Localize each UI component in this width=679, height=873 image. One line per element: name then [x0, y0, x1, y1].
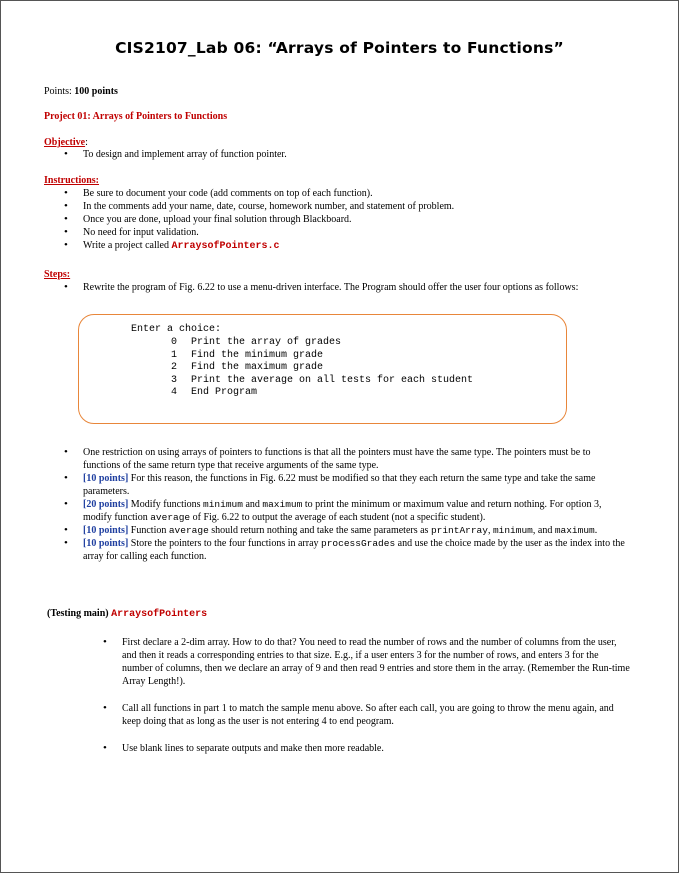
steps-list [64, 446, 626, 563]
step-item-3 [64, 524, 626, 537]
points-tag: [20 points] [83, 499, 129, 510]
project-heading: Project 01: Arrays of Pointers to Functions [44, 111, 228, 122]
testing-item: • Use blank lines to separate outputs and make then more readable. [103, 742, 631, 755]
code-minimum: minimum [203, 499, 243, 510]
restriction-item: • One restriction on using arrays of pointers to functions is that all the pointers must have the same type. The pointers must be to functions of the same return type that receive arguments of the same type. [64, 446, 626, 472]
menu-option-text: Find the maximum grade [191, 362, 324, 373]
code-maximum: maximum [554, 525, 595, 536]
step-text: . [594, 525, 598, 536]
menu-option-num: 4 [171, 387, 178, 398]
menu-option-text: End Program [191, 387, 258, 398]
instruction-item: • Once you are done, upload your final solution through Blackboard. [64, 213, 624, 226]
menu-option-text: Find the minimum grade [191, 350, 324, 361]
objective-item: • To design and implement array of function pointer. [64, 148, 624, 161]
testing-list [103, 636, 631, 755]
menu-prompt: Enter a choice: [131, 324, 222, 335]
testing-item: • Call all functions in part 1 to match the sample menu above. So after each call, you are going to throw the menu again, and keep doing that as long as the user is not entering 4 to end peogram. [103, 702, 631, 728]
step-text: , and [532, 525, 555, 536]
instruction-item: • In the comments add your name, date, course, homework number, and statement of problem. [64, 200, 624, 213]
step-text: of Fig. 6.22 to output the average of each student (not a specific student). [190, 512, 486, 523]
instructions-heading: Instructions: [44, 175, 100, 186]
menu-option-num: 2 [171, 362, 178, 373]
code-minimum: minimum [492, 525, 533, 536]
menu-option-text: Print the array of grades [191, 337, 342, 348]
points-tag: [10 points] [83, 473, 129, 484]
menu-option-num: 3 [171, 375, 178, 386]
testing-label: (Testing main) [47, 608, 112, 619]
instruction-item: • Be sure to document your code (add comments on top of each function). [64, 187, 624, 200]
step-text: Function [128, 525, 169, 536]
steps-intro-list [64, 281, 604, 294]
step-text: , [487, 525, 493, 536]
step-text: Modify functions [128, 499, 204, 510]
testing-filename: ArraysofPointers [111, 609, 208, 620]
menu-option-num: 0 [171, 337, 178, 348]
step-text: to print the minimum or maximum value and return nothing. For option 3, modify function [83, 499, 602, 523]
code-average: average [168, 525, 209, 536]
step-text: Store the pointers to the four functions in array [128, 538, 322, 549]
points-line [44, 85, 118, 98]
points-tag: [10 points] [83, 525, 129, 536]
code-printarray: printArray [430, 525, 488, 536]
instruction-item: • No need for input validation. [64, 226, 624, 239]
menu-option-text: Print the average on all tests for each student [191, 375, 474, 386]
points-value: 100 points [74, 86, 118, 97]
step-text: and use the choice made by the user as the index into the array for calling each function. [83, 538, 625, 562]
step-text: should return nothing and take the same parameters as [208, 525, 431, 536]
instruction-item-write [64, 239, 624, 253]
page-title: CIS2107_Lab 06: “Arrays of Pointers to Functions” [115, 39, 564, 57]
objective-heading: Objective [44, 137, 86, 148]
menu-option-num: 1 [171, 350, 178, 361]
step-text: For this reason, the functions in Fig. 6.22 must be modified so that they each return the same type and take the same parameters. [83, 473, 596, 497]
points-label: Points: [44, 86, 72, 97]
step-item-4 [64, 537, 626, 563]
project-filename: ArraysofPointers.c [171, 241, 280, 252]
objective-colon: : [85, 137, 88, 148]
step-item-2 [64, 498, 626, 524]
code-processgrades: processGrades [321, 538, 396, 549]
testing-heading [47, 607, 207, 621]
points-tag: [10 points] [83, 538, 129, 549]
steps-intro: • Rewrite the program of Fig. 6.22 to use a menu-driven interface. The Program should offer the user four options as follows: [64, 281, 604, 294]
code-maximum: maximum [262, 499, 303, 510]
steps-heading: Steps: [44, 269, 71, 280]
instructions-list [64, 187, 624, 253]
code-average: average [150, 512, 191, 523]
step-text: and [242, 499, 263, 510]
testing-item: • First declare a 2-dim array. How to do that? You need to read the number of rows and the number of columns from the user, and then it reads a corresponding entries to that size. E.g., if a user enters 3 for the number of rows, and enters 3 for the number of columns, then we declare an array of 9 and then read 9 entries and store them in the array. (Remember the Run-time Array Length!). [103, 636, 631, 688]
write-prefix: Write a project called [83, 240, 172, 251]
objective-list [64, 148, 624, 161]
step-item-1 [64, 472, 626, 498]
